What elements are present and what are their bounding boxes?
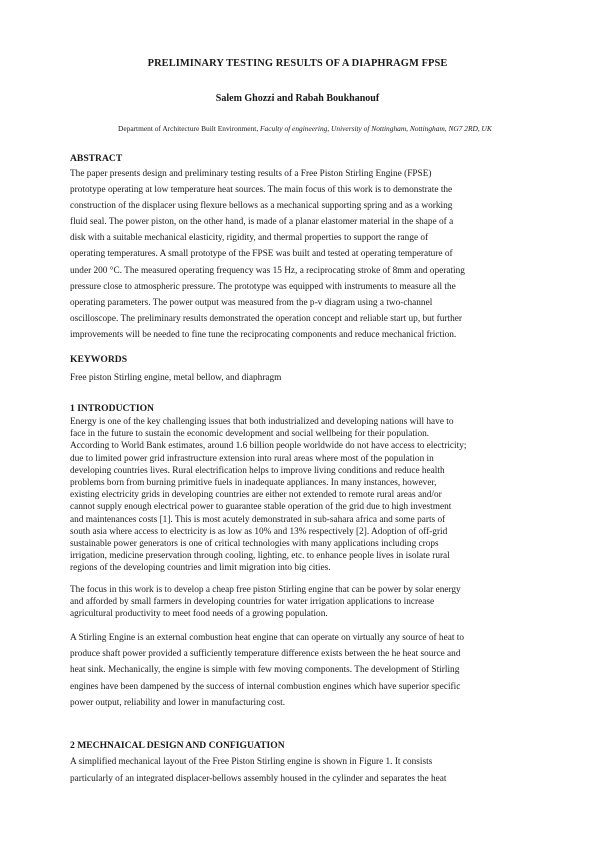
paragraph-line: south asia where access to electricity is as low as 10% and 13% respectively [2]. Adoption of off-grid [70,526,448,537]
paragraph-line: The focus in this work is to develop a cheap free piston Stirling engine that can be power by solar energy [70,585,461,595]
section-2-paragraph [70,754,540,788]
abstract-line: improvements will be needed to fine tune the reciprocating components and reduce mechanical friction. [70,329,457,340]
abstract-line: oscilloscope. The preliminary results demonstrated the operation concept and reliable start up, but further [70,313,462,324]
paragraph-line: problems born from burning primitive fuels in inadequate appliances. In many instances, however, [70,477,437,488]
abstract-line: pressure close to atmospheric pressure. The prototype was equipped with instruments to measure all the [70,281,456,292]
abstract-line: construction of the displacer using flexure bellows as a mechanical supporting spring and as a working [70,201,453,212]
abstract-body [70,166,540,343]
paragraph-line: existing electricity grids in developing countries are either not extended to remote rural areas and/or [70,490,442,501]
paragraph-line: A Stirling Engine is an external combustion heat engine that can operate on virtually any source of heat to [70,633,464,643]
abstract-line: The paper presents design and preliminary testing results of a Free Piston Stirling Engine (FPSE) [70,169,432,179]
keywords-text: Free piston Stirling engine, metal bellow, and diaphragm [70,373,282,383]
paragraph-line: Energy is one of the key challenging issues that both industrialized and developing nations will have to [70,417,454,427]
affiliation-faculty: Faculty of engineering, University of Nottingham, Nottingham, NG7 2RD, UK [260,124,492,133]
paragraph-line: and maintenances costs [1]. This is most acutely demonstrated in sub-sahara africa and some parts of [70,514,446,525]
paragraph-line: produce shaft power provided a sufficiently temperature difference exists between the he heat source and [70,649,461,660]
abstract-line: under 200 °C. The measured operating frequency was 15 Hz, a reciprocating stroke of 8mm and operating [70,265,465,276]
paragraph-line: sustainable power generators is one of critical technologies with many applications including crops [70,538,439,549]
paragraph-line: and afforded by small farmers in developing countries for water irrigation applications to increase [70,597,435,608]
paragraph-line: cannot supply enough electrical power to guarantee stable operation of the grid due to high investment [70,502,452,513]
affiliation-department: Department of Architecture Built Environment, [118,124,261,133]
paragraph-line: developing countries lives. Rural electrification helps to improve living conditions and reduce health [70,465,445,476]
paragraph-line: According to World Bank estimates, around 1.6 billion people worldwide do not have access to electricity; [70,441,467,452]
paragraph-line: agricultural productivity to meet food needs of a growing population. [70,609,328,620]
abstract-line: fluid seal. The power piston, on the other hand, is made of a planar elastomer material in the shape of a [70,217,454,228]
introduction-paragraph-2 [70,584,540,621]
paragraph-line: engines have been dampened by the success of internal combustion engines which have superior specific [70,681,461,692]
introduction-paragraph-3 [70,630,540,711]
author-affiliation [118,124,588,133]
paragraph-line: particularly of an integrated displacer-bellows assembly housed in the cylinder and separates the heat [70,774,447,785]
section-2-heading: 2 MECHNAICAL DESIGN AND CONFIGUATION [70,740,285,751]
abstract-line: prototype operating at low temperature heat sources. The main focus of this work is to demonstrate the [70,185,453,196]
paragraph-line: due to limited power grid infrastructure extension into rural areas where most of the population in [70,453,434,464]
abstract-line: operating parameters. The power output was measured from the p-v diagram using a two-channel [70,297,433,308]
introduction-paragraph-1 [70,416,540,574]
keywords-heading: KEYWORDS [70,354,128,365]
paragraph-line: heat sink. Mechanically, the engine is simple with few moving components. The development of Stirling [70,665,460,676]
paragraph-line: regions of the developing countries and limit migration into big cities. [70,563,331,574]
paragraph-line: A simplified mechanical layout of the Free Piston Stirling engine is shown in Figure 1. It consists [70,757,433,767]
introduction-heading: 1 INTRODUCTION [70,403,154,414]
paragraph-line: power output, reliability and lower in manufacturing cost. [70,697,286,708]
abstract-heading: ABSTRACT [70,153,123,164]
paragraph-line: irrigation, medicine preservation through cooling, lighting, etc. to enhance people lives in isolate rural [70,551,450,562]
abstract-line: disk with a suitable mechanical elasticity, rigidity, and thermal properties to support the range of [70,233,429,244]
paper-title: PRELIMINARY TESTING RESULTS OF A DIAPHRAGM FPSE [147,58,448,69]
paragraph-line: face in the future to sustain the economic development and social wellbeing for their population. [70,429,430,440]
abstract-line: operating temperatures. A small prototype of the FPSE was built and tested at operating temperature of [70,249,453,260]
paper-authors: Salem Ghozzi and Rabah Boukhanouf [215,93,380,104]
